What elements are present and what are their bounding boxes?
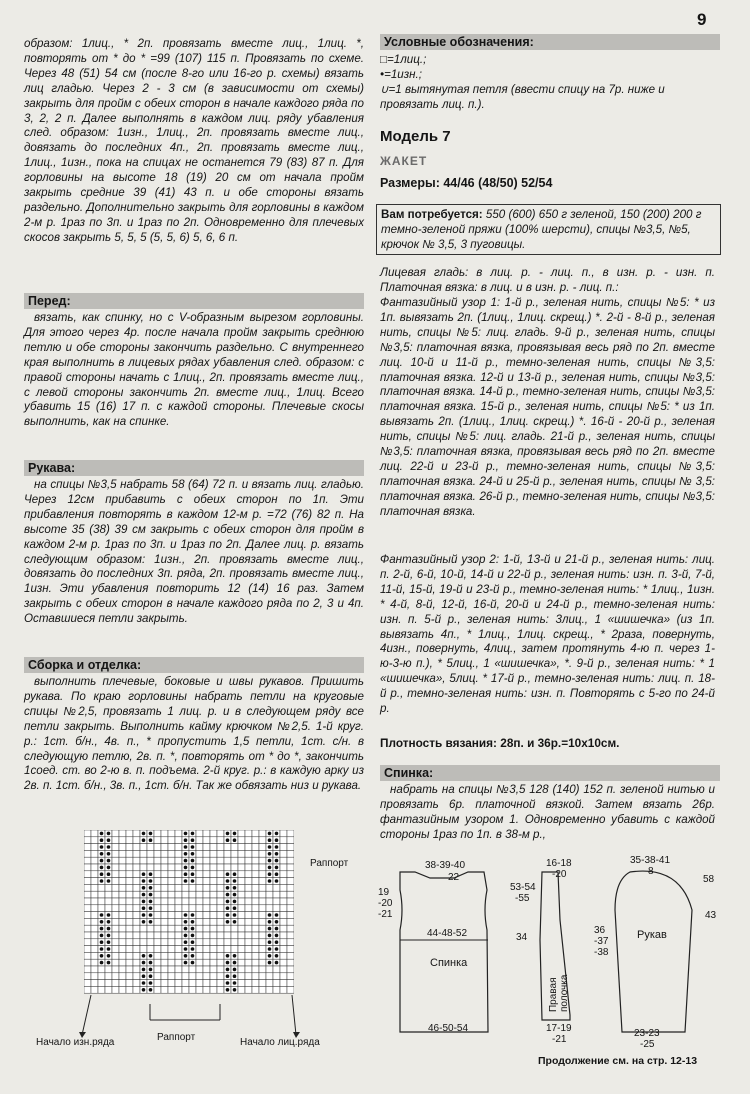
back-bottom-width: 46-50-54 <box>428 1023 469 1034</box>
sizes: Размеры: 44/46 (48/50) 52/54 <box>380 176 553 190</box>
back-chest-width: 44-48-52 <box>427 928 468 939</box>
front-top-width: 16-18 <box>546 858 572 869</box>
back-section-text: набрать на спицы №3,5 128 (140) 152 п. зеленой нитью и провязать 6р. платочной вязкой. Затем вязать 26р. фантазийным узором 1. Одновременно убавить с каждой стороны 1раз по 1п. в 38-м р., <box>380 783 715 841</box>
back-piece-label: Спинка <box>430 957 468 969</box>
assembly-section-text: выполнить плечевые, боковые и швы рукавов. Пришить рукава. По краю горловины набрать петли на круговые спицы №2,5, провязать 1 лиц. р. и в следующем ряду все петли закрыть. Выполнить кайму крючком №2,5. 1-й круг. р.: 1ст. б/н., 4в. п., * пропустить 1,5 петли, 1ст. с/н. в следующую петлю, 2в. п. *, повторять от * до *, закончить 1соед. ст. во 2-ю в. п. подъема. 2-й круг. р.: в каждую арку из 2в. п. 1ст. б/н., 3в. п., 1ст. б/н. Так же обвязать низ и рукава. <box>24 675 364 793</box>
back-armhole-depth-3: -21 <box>378 909 393 920</box>
back-side-length: 34 <box>516 932 528 943</box>
legend-title: Условные обозначения: <box>380 34 720 50</box>
legend-item: •=1изн.; <box>380 68 422 81</box>
front-side-length-3: -38 <box>594 947 609 958</box>
model-title: Модель 7 <box>380 128 451 145</box>
page-number: 9 <box>697 10 707 29</box>
front-side-length-2: -37 <box>594 936 609 947</box>
back-section-title: Спинка: <box>380 765 720 781</box>
front-top-width-2: -20 <box>552 869 567 880</box>
sleeve-side-length: 43 <box>705 910 717 921</box>
sleeve-cap-width: 8 <box>648 866 654 877</box>
materials-label: Вам потребуется: <box>381 208 483 221</box>
sleeve-total-length: 58 <box>703 874 715 885</box>
pulled-loop-symbol-icon: ∪ <box>380 83 389 96</box>
legend-item: ∪=1 вытянутая петля (ввести спицу на 7р. ниже и провязать лиц. п.). <box>380 83 665 111</box>
pattern1-text: Фантазийный узор 1: 1-й р., зеленая нить, спицы №5: * из 1п. вывязать 2п. (1лиц., 1лиц. скрещ.) *. 2-й - 8-й р., зеленая нить, спицы №5: лиц. гладь. 9-й р., зеленая нить, спицы №3,5: платочная вязка, провязывая весь ряд по 2п. вместе лиц. 10-й и 11-й р., темно-зеленая нить, спицы №3,5: платочная вязка. 12-й и 13-й р., зеленая нить, спицы №3,5: платочная вязка. 14-й р., темно-зеленая нить, спицы №3,5: платочная вязка. 15-й р., зеленая нить, спицы №5: * из 1п. вывязать 2п. (1лиц., 1лиц. скрещ.) *. 16-й - 20-й р., зеленая нить, спицы №5: лиц. гладь. 21-й р., зеленая нить, спицы №3,5: платочная вязка, провязывая весь ряд по 2п. вместе лиц. 22-й и 23-й р., темно-зеленая нить, спицы №3,5: платочная вязка. 24-й и 25-й р., зеленая нить, спицы № 3,5: платочная вязка. 26-й р., темно-зеленая нить, спицы №3,5: платочная вязка. <box>380 296 715 518</box>
sleeves-section-title: Рукава: <box>24 460 364 476</box>
chart-rapport-bottom-label: Раппорт <box>157 1032 196 1043</box>
front-section-text: вязать, как спинку, но с V-образным вырезом горловины. Для этого через 4р. после начала пройм закрыть среднюю петлю и обе стороны закончить раздельно. С внутреннего края выполнить в лицевых рядах убавления след. образом: с правой стороны начать с 1лиц., 2п. провязать вместе лиц., с левой стороны закончить 2п. вместе лиц., 1лиц. Всего убавить 15 (16) 17 п. с каждой стороны. Плечевые скосы выполнить, как на спинке. <box>24 311 364 429</box>
legend-item: □=1лиц.; <box>380 53 427 66</box>
sleeve-bottom-width: 23-23 <box>634 1028 660 1039</box>
materials-text: 550 (600) 650 г зеленой, 150 (200) 200 г темно-зеленой пряжи (100% шерсти), спицы №3,5, №5, крючок № 3,5, 3 пуговицы. <box>381 208 702 251</box>
garment-type: ЖАКЕТ <box>380 154 428 168</box>
back-armhole-depth-2: -20 <box>378 898 393 909</box>
back-armhole-depth: 19 <box>378 887 390 898</box>
chart-rapport-right-label: Раппорт <box>310 858 349 869</box>
knit-symbol-icon: □ <box>380 53 388 66</box>
back-shoulder-length: 53-54 <box>510 882 536 893</box>
chart-start-knit-label: Начало лиц.ряда <box>240 1037 320 1048</box>
front-bottom-width-2: -21 <box>552 1034 567 1045</box>
back-top-width: 38-39-40 <box>425 860 466 871</box>
back-neck-width: 22 <box>448 872 460 883</box>
sleeve-bottom-width-2: -25 <box>640 1039 655 1050</box>
sleeve-piece-label: Рукав <box>637 929 667 941</box>
gauge-density: Плотность вязания: 28п. и 36р.=10х10см. <box>380 736 620 750</box>
front-side-length: 36 <box>594 925 606 936</box>
front-bottom-width: 17-19 <box>546 1023 572 1034</box>
back-shoulder-length-2: -55 <box>515 893 530 904</box>
materials-box <box>376 204 721 255</box>
sleeves-section-text: на спицы №3,5 набрать 58 (64) 72 п. и вязать лиц. гладью. Через 12см прибавить с обеих сторон по 1п. Эти прибавления повторять в каждом 12-м р. =72 (76) 82 п. На высоте 35 (38) 39 см закрыть с обеих сторон для пройм в каждом 2-м р. 1раз по 3п. и 1раз по 2п. Далее лиц. р. вязать следующим образом: 1изн., 2п. провязать вместе лиц., довязать до последних 3п. ряда, 2п. провязать вместе лиц., 1изн. Эти убавления повторить 12 (14) 16 раз. Затем закрыть с обеих сторон в начале каждого ряда по 2, 3 и 4п. Оставшиеся петли закрыть. <box>24 478 364 626</box>
assembly-section-title: Сборка и отделка: <box>24 657 364 673</box>
knitting-chart <box>84 830 294 995</box>
front-section-title: Перед: <box>24 293 364 309</box>
chart-start-purl-label: Начало изн.ряда <box>36 1037 115 1048</box>
back-instructions-text: образом: 1лиц., * 2п. провязать вместе лиц., 1лиц. *, повторять от * до * =99 (107) 115 п. Провязать по схеме. Через 48 (51) 54 см (после 8-го или 16-го р. схемы) вязать лиц гладью. Через 2 - 3 см (в зависимости от схемы) закрыть для пройм с обеих сторон в начале каждого ряда по 3, 2, 2 п. Далее выполнять в каждом лиц. ряду убавления след. образом: 1изн., 1лиц., 2п. провязать вместе лиц., довязать до последних 4п., 2п. провязать вместе лиц., 1лиц., 1изн., пока на спицах не останется 79 (83) 87 п. Для горловины на высоте 18 (19) 20 см от начала пройм закрыть средние 39 (41) 43 п. и обе стороны вязать раздельно. Дополнительно закрыть для горловины в каждом 2-м р. 1раз по 3п. и 1раз по 2п. Одновременно для плечевых скосов закрыть 5, 5, 5 (5, 5, 6) 5, 6, 6 п. <box>24 37 364 244</box>
chart-arrows <box>60 990 360 1040</box>
continued-note: Продолжение см. на стр. 12-13 <box>538 1055 698 1067</box>
stitches-text: Лицевая гладь: в лиц. р. - лиц. п., в изн. р. - изн. п. Платочная вязка: в лиц. и в изн. р. - лиц. п.: <box>380 266 715 294</box>
pattern2-text: Фантазийный узор 2: 1-й, 13-й и 21-й р., зеленая нить: лиц. п. 2-й, 6-й, 10-й, 14-й и 22-й р., зеленая нить: изн. п. 3-й, 7-й, 11-й, 15-й, 19-й и 23-й р., темно-зеленая нить: * 1лиц., 1изн. * 4-й, 8-й, 12-й, 16-й, 20-й и 24-й р., темно-зеленая нить: изн. п. 5-й р., зеленая нить: 3лиц., 1 «шишечка» (из 1п. вывязать 4п., * 1лиц., 1лиц. скрещ., * 2раза, повернуть, 4изн., повернуть, 4лиц., затем протянуть 4-ю п. через 1-ю-3-ю п.), * 5лиц., 1 «шишечка», *. 9-й р., зеленая нить: * 1 «шишечка», 5лиц. * 17-й р., темно-зеленая нить: лиц. п. 18-й р., темно-зеленая нить: изн. п. Повторять с 5-го по 24-й р. <box>380 553 715 716</box>
front-piece-label: Правая полочка <box>548 974 570 1012</box>
purl-symbol-icon: • <box>380 68 385 81</box>
sleeve-top-width: 35-38-41 <box>630 855 671 866</box>
